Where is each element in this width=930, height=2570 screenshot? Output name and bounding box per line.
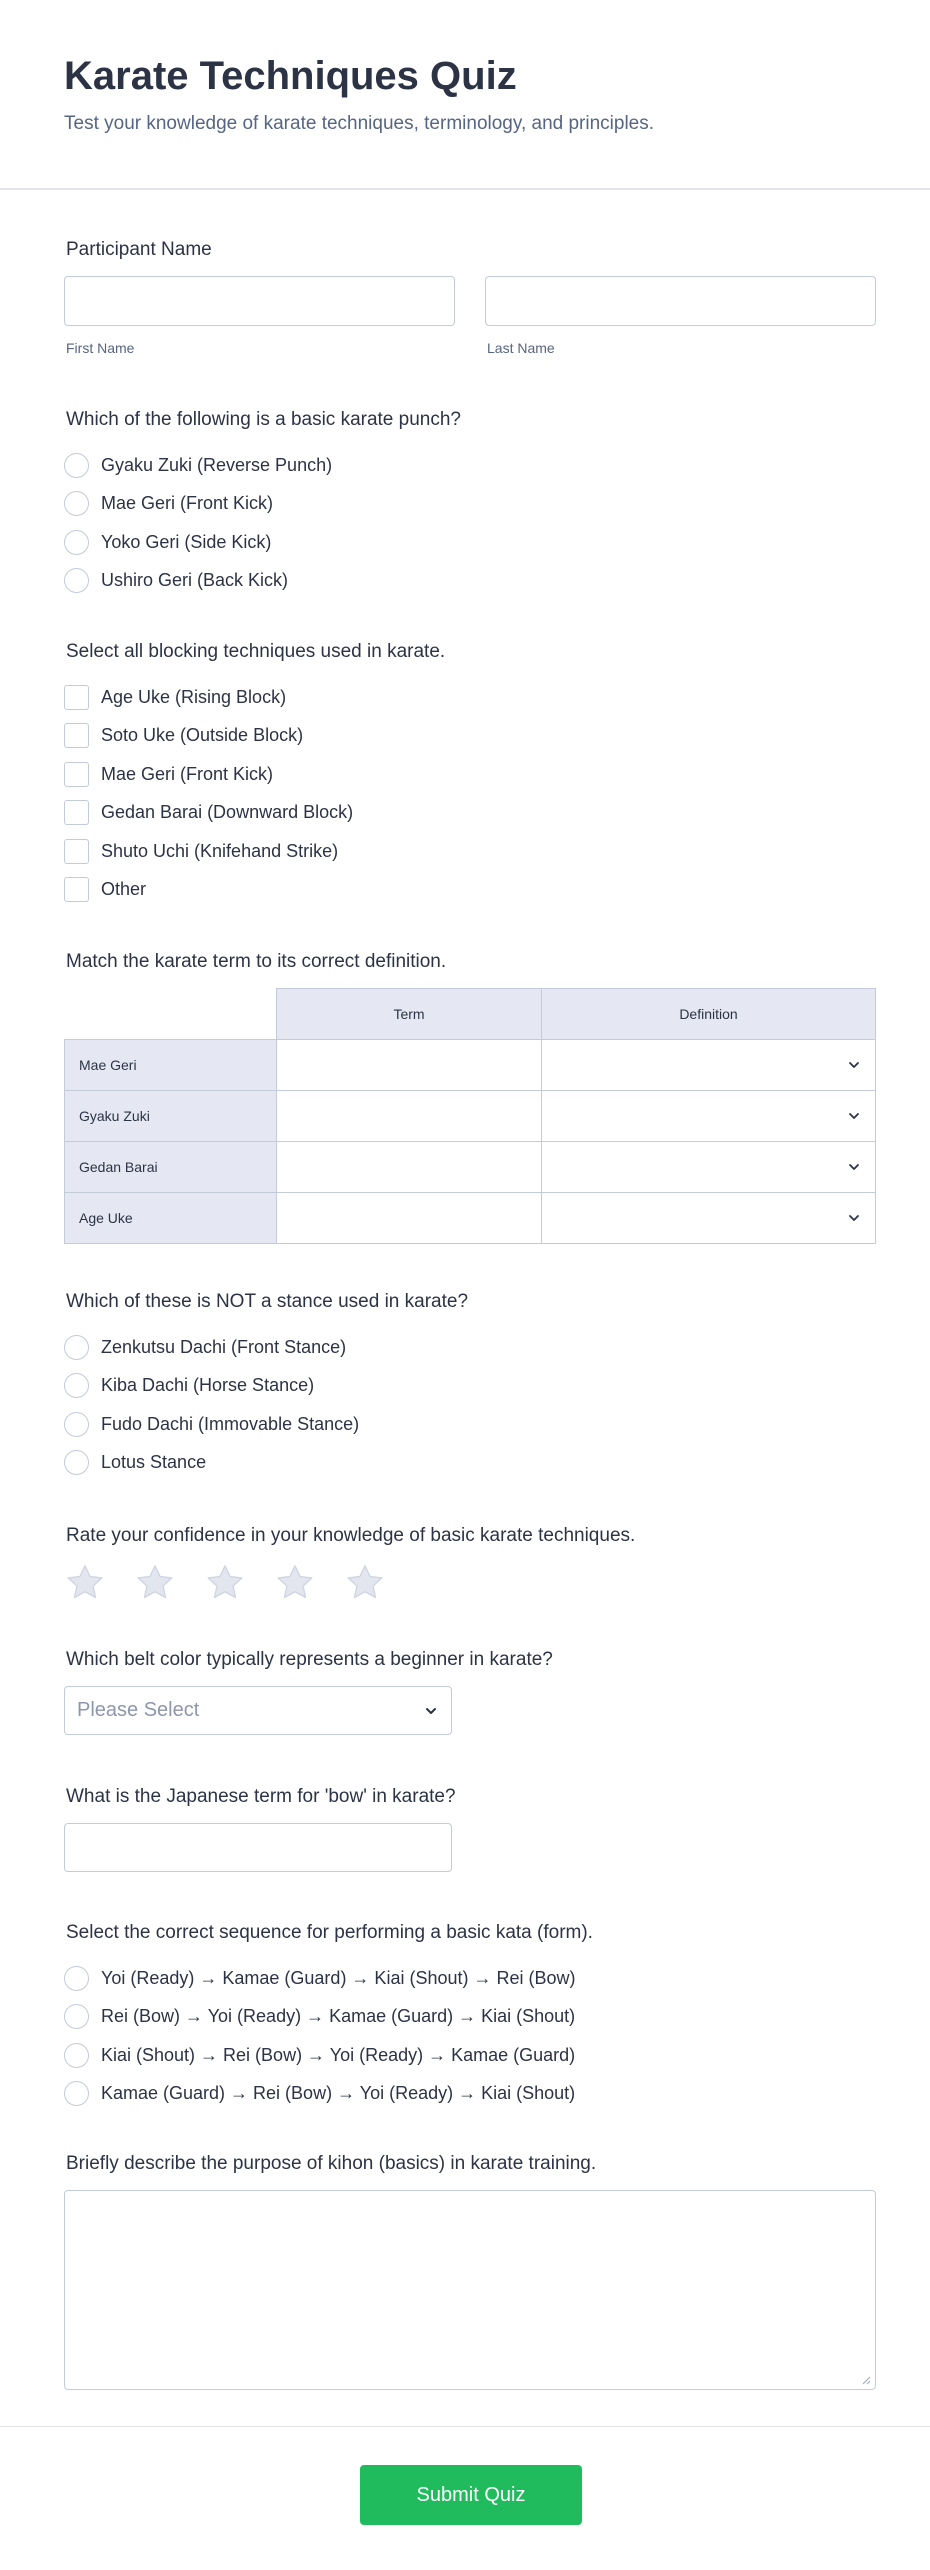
blocks-question-label: Select all blocking techniques used in karate. bbox=[66, 641, 446, 662]
option-label: Ushiro Geri (Back Kick) bbox=[101, 570, 289, 591]
checkbox[interactable] bbox=[64, 723, 89, 748]
definition-dropdown[interactable] bbox=[542, 1193, 876, 1244]
radio-button[interactable] bbox=[64, 530, 89, 555]
radio-option[interactable] bbox=[64, 562, 876, 601]
submit-button[interactable]: Submit Quiz bbox=[360, 2465, 582, 2525]
punch-question bbox=[64, 408, 876, 600]
row-label: Age Uke bbox=[65, 1193, 277, 1244]
kata-question-label: Select the correct sequence for performing a basic kata (form). bbox=[66, 1922, 593, 1943]
radio-option[interactable] bbox=[64, 1367, 876, 1406]
radio-button[interactable] bbox=[64, 1966, 89, 1991]
participant-name-label: Participant Name bbox=[66, 239, 212, 260]
option-label: Rei (Bow) → Yoi (Ready) → Kamae (Guard) → Kiai (Shout) bbox=[101, 2006, 576, 2027]
radio-option[interactable] bbox=[64, 523, 876, 562]
chevron-down-icon bbox=[847, 1058, 861, 1072]
table-row bbox=[65, 1040, 876, 1091]
checkbox[interactable] bbox=[64, 877, 89, 902]
option-label: Age Uke (Rising Block) bbox=[101, 686, 287, 707]
option-label: Gedan Barai (Downward Block) bbox=[101, 802, 354, 823]
checkbox-option[interactable] bbox=[64, 678, 876, 717]
definition-dropdown[interactable] bbox=[542, 1091, 876, 1142]
radio-button[interactable] bbox=[64, 1373, 89, 1398]
radio-button[interactable] bbox=[64, 2081, 89, 2106]
form-footer bbox=[0, 2426, 930, 2570]
star-icon[interactable] bbox=[134, 1562, 176, 1604]
checkbox-option[interactable] bbox=[64, 717, 876, 756]
option-label: Gyaku Zuki (Reverse Punch) bbox=[101, 454, 333, 475]
term-cell[interactable] bbox=[277, 1040, 542, 1091]
last-name-input[interactable] bbox=[485, 276, 876, 326]
term-cell[interactable] bbox=[277, 1193, 542, 1244]
chevron-down-icon bbox=[847, 1211, 861, 1225]
definition-dropdown[interactable] bbox=[542, 1142, 876, 1193]
radio-button[interactable] bbox=[64, 2043, 89, 2068]
stance-options bbox=[64, 1328, 876, 1482]
participant-name-field bbox=[64, 238, 876, 356]
radio-button[interactable] bbox=[64, 453, 89, 478]
radio-option[interactable] bbox=[64, 1998, 876, 2037]
table-row bbox=[65, 1142, 876, 1193]
kata-options bbox=[64, 1959, 876, 2113]
match-table bbox=[64, 988, 876, 1244]
option-label: Kamae (Guard) → Rei (Bow) → Yoi (Ready) → Kiai (Shout) bbox=[101, 2083, 576, 2104]
option-label: Soto Uke (Outside Block) bbox=[101, 725, 304, 746]
option-label: Kiai (Shout) → Rei (Bow) → Yoi (Ready) → Kamae (Guard) bbox=[101, 2044, 576, 2065]
star-icon[interactable] bbox=[204, 1562, 246, 1604]
form-title: Karate Techniques Quiz bbox=[64, 54, 517, 98]
belt-select-placeholder: Please Select bbox=[77, 1699, 200, 1721]
star-icon[interactable] bbox=[64, 1562, 106, 1604]
option-label: Lotus Stance bbox=[101, 1452, 207, 1473]
bow-question bbox=[64, 1785, 876, 1872]
match-question bbox=[64, 950, 876, 1244]
radio-option[interactable] bbox=[64, 2036, 876, 2075]
star-icon[interactable] bbox=[344, 1562, 386, 1604]
checkbox-option[interactable] bbox=[64, 871, 876, 910]
blocks-options bbox=[64, 678, 876, 909]
radio-button[interactable] bbox=[64, 1412, 89, 1437]
option-label: Yoi (Ready) → Kamae (Guard) → Kiai (Shout) → Rei (Bow) bbox=[101, 1967, 576, 1988]
punch-question-label: Which of the following is a basic karate punch? bbox=[66, 409, 461, 430]
option-label: Zenkutsu Dachi (Front Stance) bbox=[101, 1336, 347, 1357]
option-label: Mae Geri (Front Kick) bbox=[101, 763, 274, 784]
radio-button[interactable] bbox=[64, 1335, 89, 1360]
first-name-input[interactable] bbox=[64, 276, 455, 326]
bow-input[interactable] bbox=[64, 1823, 452, 1872]
resize-handle-icon[interactable] bbox=[861, 2375, 871, 2385]
row-label: Gedan Barai bbox=[65, 1142, 277, 1193]
star-rating bbox=[64, 1562, 876, 1604]
option-label: Other bbox=[101, 879, 147, 900]
blocks-question bbox=[64, 640, 876, 909]
stance-question bbox=[64, 1290, 876, 1482]
radio-option[interactable] bbox=[64, 1328, 876, 1367]
kata-question bbox=[64, 1921, 876, 2113]
radio-option[interactable] bbox=[64, 1959, 876, 1998]
checkbox-option[interactable] bbox=[64, 832, 876, 871]
radio-button[interactable] bbox=[64, 568, 89, 593]
form-header bbox=[0, 0, 930, 190]
match-question-label: Match the karate term to its correct definition. bbox=[66, 951, 447, 972]
table-row bbox=[65, 1193, 876, 1244]
row-label: Gyaku Zuki bbox=[65, 1091, 277, 1142]
belt-select[interactable] bbox=[64, 1686, 452, 1735]
table-row bbox=[65, 1091, 876, 1142]
radio-button[interactable] bbox=[64, 2004, 89, 2029]
option-label: Yoko Geri (Side Kick) bbox=[101, 531, 272, 552]
checkbox[interactable] bbox=[64, 762, 89, 787]
checkbox[interactable] bbox=[64, 685, 89, 710]
option-label: Kiba Dachi (Horse Stance) bbox=[101, 1375, 315, 1396]
last-name-sublabel: Last Name bbox=[487, 340, 555, 356]
radio-option[interactable] bbox=[64, 485, 876, 524]
checkbox-option[interactable] bbox=[64, 755, 876, 794]
radio-option[interactable] bbox=[64, 2075, 876, 2114]
form-subtitle: Test your knowledge of karate techniques, terminology, and principles. bbox=[64, 113, 655, 134]
option-label: Shuto Uchi (Knifehand Strike) bbox=[101, 840, 339, 861]
checkbox-option[interactable] bbox=[64, 794, 876, 833]
confidence-question bbox=[64, 1524, 876, 1604]
term-cell[interactable] bbox=[277, 1091, 542, 1142]
bow-question-label: What is the Japanese term for 'bow' in karate? bbox=[66, 1786, 456, 1807]
confidence-question-label: Rate your confidence in your knowledge of basic karate techniques. bbox=[66, 1525, 636, 1546]
stance-question-label: Which of these is NOT a stance used in karate? bbox=[66, 1291, 469, 1312]
belt-question-label: Which belt color typically represents a beginner in karate? bbox=[66, 1649, 553, 1670]
definition-dropdown[interactable] bbox=[542, 1040, 876, 1091]
radio-button[interactable] bbox=[64, 491, 89, 516]
first-name-sublabel: First Name bbox=[66, 340, 135, 356]
radio-option[interactable] bbox=[64, 1405, 876, 1444]
option-label: Mae Geri (Front Kick) bbox=[101, 493, 274, 514]
column-header-definition: Definition bbox=[542, 989, 876, 1040]
kihon-question bbox=[64, 2152, 876, 2390]
checkbox[interactable] bbox=[64, 839, 89, 864]
punch-options bbox=[64, 446, 876, 600]
column-header-term: Term bbox=[277, 989, 542, 1040]
term-cell[interactable] bbox=[277, 1142, 542, 1193]
kihon-question-label: Briefly describe the purpose of kihon (basics) in karate training. bbox=[66, 2153, 597, 2174]
belt-question bbox=[64, 1648, 876, 1735]
kihon-textarea[interactable] bbox=[64, 2190, 876, 2390]
radio-option[interactable] bbox=[64, 446, 876, 485]
radio-option[interactable] bbox=[64, 1444, 876, 1483]
chevron-down-icon bbox=[423, 1703, 439, 1719]
radio-button[interactable] bbox=[64, 1450, 89, 1475]
option-label: Fudo Dachi (Immovable Stance) bbox=[101, 1413, 360, 1434]
checkbox[interactable] bbox=[64, 800, 89, 825]
row-label: Mae Geri bbox=[65, 1040, 277, 1091]
star-icon[interactable] bbox=[274, 1562, 316, 1604]
chevron-down-icon bbox=[847, 1160, 861, 1174]
matrix-corner bbox=[65, 989, 277, 1040]
chevron-down-icon bbox=[847, 1109, 861, 1123]
